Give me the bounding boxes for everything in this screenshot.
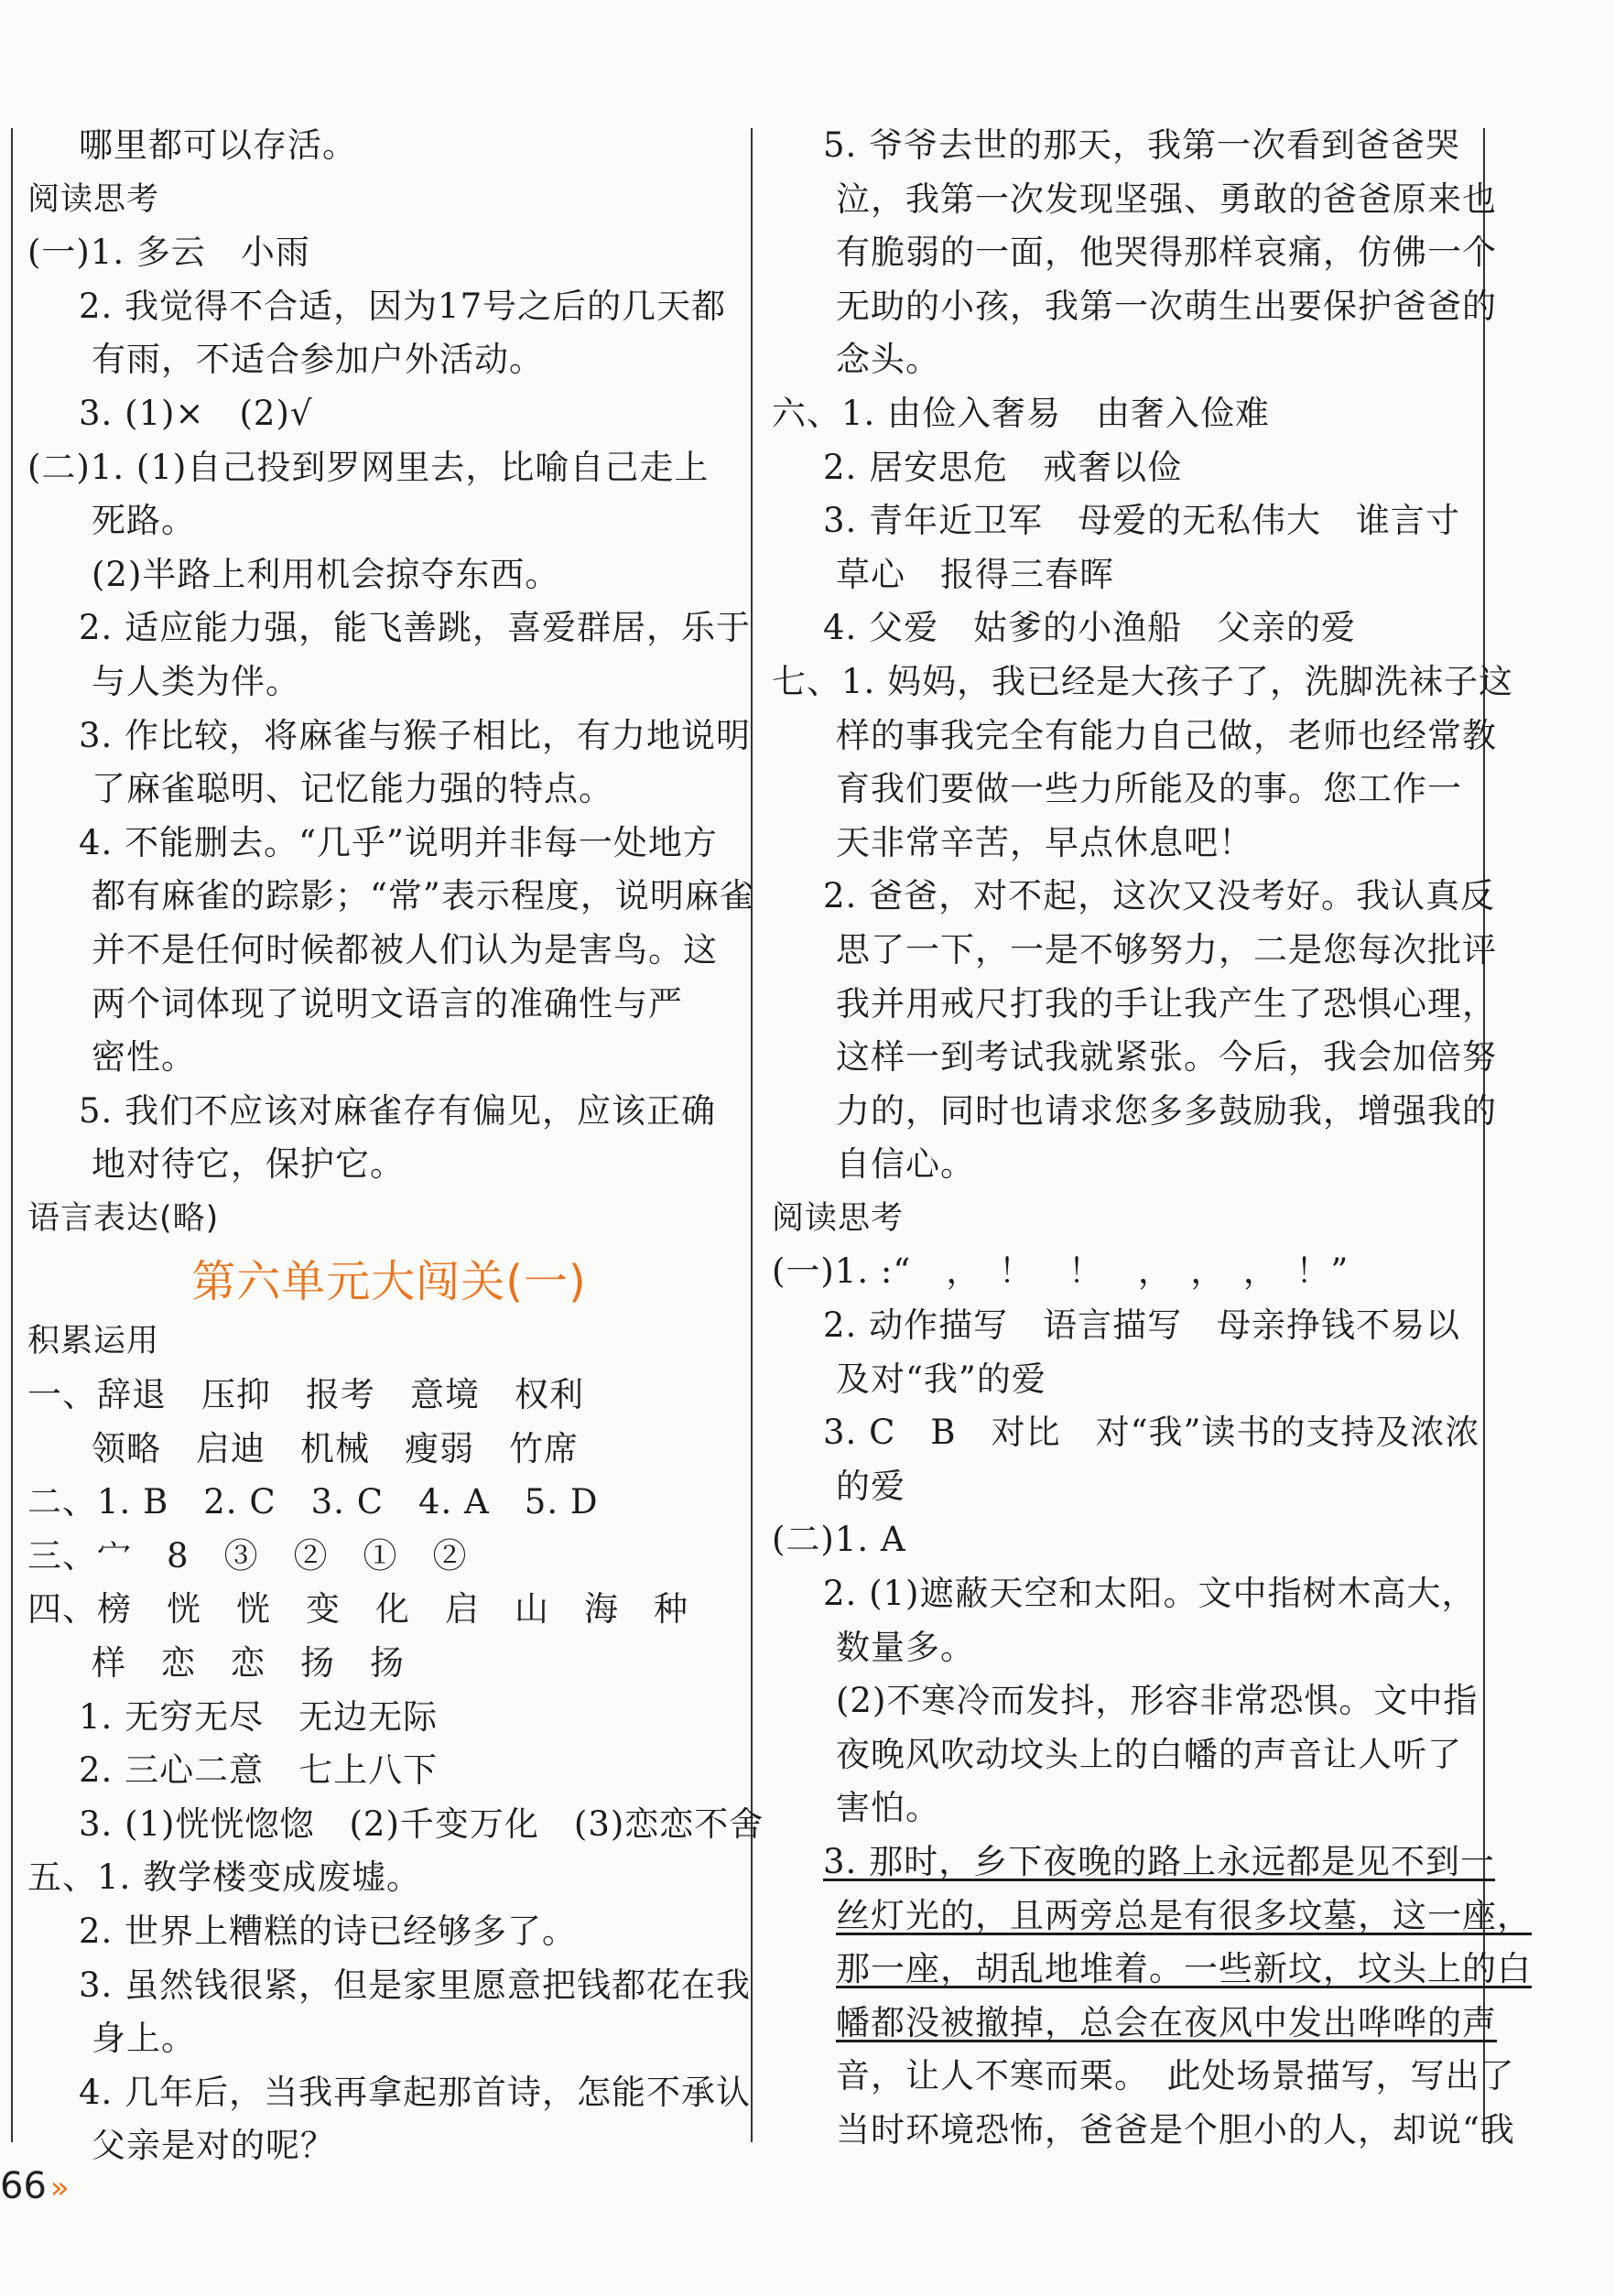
answer-line: 及对“我”的爱 (836, 1359, 1046, 1399)
answer-line: 五、1. 教学楼变成废墟。 (27, 1857, 422, 1898)
answer-line: 与人类为伴。 (92, 661, 300, 701)
answer-line: 2. 世界上糟糕的诗已经够多了。 (79, 1912, 578, 1951)
answer-line: 3. 虽然钱很紧，但是家里愿意把钱都花在我 (79, 1965, 752, 2005)
answer-line: 有雨，不适合参加户外活动。 (92, 340, 544, 380)
answer-line: 4. 不能删去。“几乎”说明并非每一处地方 (79, 822, 718, 862)
answer-line: 三、宀 8 ③ ② ① ② (27, 1535, 468, 1576)
section-heading: 阅读思考 (27, 180, 160, 218)
answer-line: 育我们要做一些力所能及的事。您工作一 (836, 769, 1462, 809)
answer-line: 那一座，胡乱地堆着。一些新坟，坟头上的白 (836, 1949, 1532, 1989)
answer-line: 身上。 (92, 2019, 196, 2059)
answer-line: 4. 几年后，当我再拿起那首诗，怎能不承认 (79, 2072, 752, 2112)
section-heading: 积累运用 (27, 1323, 160, 1360)
answer-line: 四、榜 恍 恍 变 化 启 山 海 种 (27, 1589, 688, 1630)
answer-line: 4. 父爱 姑爹的小渔船 父亲的爱 (823, 608, 1357, 648)
answer-line: 这样一到考试我就紧张。今后，我会加倍努 (836, 1037, 1497, 1078)
answer-line: 1. 无穷无尽 无边无际 (79, 1696, 439, 1737)
answer-line: 七、1. 妈妈，我已经是大孩子了，洗脚洗袜子这 (772, 661, 1514, 701)
page-footer (0, 2165, 70, 2207)
answer-line: 有脆弱的一面，他哭得那样哀痛，仿佛一个 (836, 233, 1497, 273)
answer-line: 3. C B 对比 对“我”读书的支持及浓浓 (823, 1413, 1480, 1453)
answer-line: 害怕。 (836, 1788, 940, 1828)
answer-line: 丝灯光的，且两旁总是有很多坟墓，这一座， (836, 1895, 1532, 1935)
answer-line: 样的事我完全有能力自己做，老师也经常教 (836, 715, 1497, 755)
left-column (27, 119, 764, 2173)
answer-line: (二)1. A (772, 1520, 906, 1560)
answer-line: 领略 启迪 机械 瘦弱 竹席 (92, 1428, 579, 1468)
answer-line: 都有麻雀的踪影；“常”表示程度，说明麻雀 (92, 876, 754, 916)
answer-line: 地对待它，保护它。 (92, 1144, 405, 1185)
answer-line: (一)1. :“ ， ！ ！ ， ， ， ！” (772, 1251, 1349, 1292)
answer-line: 2. 适应能力强，能飞善跳，喜爱群居，乐于 (79, 608, 752, 648)
answer-line: 父亲是对的呢？ (92, 2126, 335, 2166)
answer-line: 了麻雀聪明、记忆能力强的特点。 (92, 769, 613, 809)
answer-line: (一)1. 多云 小雨 (27, 233, 310, 273)
answer-line: (2)不寒冷而发抖，形容非常恐惧。文中指 (836, 1681, 1479, 1721)
answer-line: 我并用戒尺打我的手让我产生了恐惧心理， (836, 983, 1497, 1023)
right-column (772, 119, 1532, 2158)
answer-line: 六、1. 由俭入奢易 由奢入俭难 (772, 393, 1271, 433)
answer-line: 3. 青年近卫军 母爱的无私伟大 谁言寸 (823, 501, 1461, 541)
answer-line: 幡都没被撤掉，总会在夜风中发出哗哗的声 (836, 2002, 1497, 2042)
answer-line: 二、1. B 2. C 3. C 4. A 5. D (27, 1482, 599, 1522)
answer-line: 一、辞退 压抑 报考 意境 权利 (27, 1375, 584, 1415)
answer-line: 哪里都可以存活。 (79, 125, 357, 165)
unit-title: 第六单元大闯关(一) (191, 1256, 587, 1308)
answer-line: 夜晚风吹动坟头上的白幡的声音让人听了 (836, 1734, 1462, 1774)
answer-line: 自信心。 (836, 1144, 975, 1185)
answer-line: 2. 爸爸，对不起，这次又没考好。我认真反 (823, 876, 1496, 916)
answer-line: 2. (1)遮蔽天空和太阳。文中指树木高大， (823, 1574, 1477, 1614)
answer-line: 样 恋 恋 扬 扬 (92, 1643, 405, 1684)
section-heading: 语言表达(略) (27, 1199, 220, 1237)
answer-line: 3. (1)恍恍惚惚 (2)千变万化 (3)恋恋不舍 (79, 1803, 764, 1844)
answer-line: 当时环境恐怖，爸爸是个胆小的人，却说“我 (836, 2109, 1515, 2150)
answer-line: 无助的小孩，我第一次萌生出要保护爸爸的 (836, 286, 1497, 326)
answer-line: (2)半路上利用机会掠夺东西。 (92, 554, 560, 594)
answer-line: 死路。 (92, 501, 196, 541)
answer-line: 音，让人不寒而栗。 此处场景描写，写出了 (836, 2056, 1515, 2096)
answer-line: 泣，我第一次发现坚强、勇敢的爸爸原来也 (836, 179, 1497, 219)
answer-line: 力的，同时也请求您多多鼓励我，增强我的 (836, 1090, 1497, 1131)
answer-line: 3. 作比较，将麻雀与猴子相比，有力地说明 (79, 715, 752, 755)
answer-line: 并不是任何时候都被人们认为是害鸟。这 (92, 929, 718, 969)
answer-line: 3. 那时，乡下夜晚的路上永远都是见不到一 (823, 1842, 1496, 1881)
section-heading: 阅读思考 (772, 1199, 905, 1237)
answer-line: 密性。 (92, 1037, 196, 1078)
answer-line: 念头。 (836, 340, 940, 380)
answer-line: (二)1. (1)自己投到罗网里去，比喻自己走上 (27, 447, 710, 487)
answer-line: 数量多。 (836, 1627, 975, 1667)
answer-line: 2. 动作描写 语言描写 母亲挣钱不易以 (823, 1305, 1461, 1346)
chevron-right-icon: » (49, 2170, 70, 2206)
answer-line: 草心 报得三春晖 (836, 554, 1114, 594)
answer-line: 5. 我们不应该对麻雀存有偏见，应该正确 (79, 1090, 717, 1131)
answer-line: 2. 三心二意 七上八下 (79, 1750, 439, 1791)
answer-line: 3. (1)× (2)√ (79, 393, 313, 433)
left-margin-rule (11, 128, 13, 2142)
answer-line: 的爱 (836, 1466, 905, 1506)
answer-line: 两个词体现了说明文语言的准确性与严 (92, 983, 683, 1023)
page-number: 66 (0, 2165, 47, 2207)
answer-line: 2. 我觉得不合适，因为17号之后的几天都 (79, 286, 727, 326)
answer-line: 思了一下，一是不够努力，二是您每次批评 (836, 929, 1497, 969)
answer-line: 天非常辛苦，早点休息吧！ (836, 822, 1253, 862)
answer-line: 5. 爷爷去世的那天，我第一次看到爸爸哭 (823, 125, 1461, 165)
answer-line: 2. 居安思危 戒奢以俭 (823, 447, 1183, 487)
